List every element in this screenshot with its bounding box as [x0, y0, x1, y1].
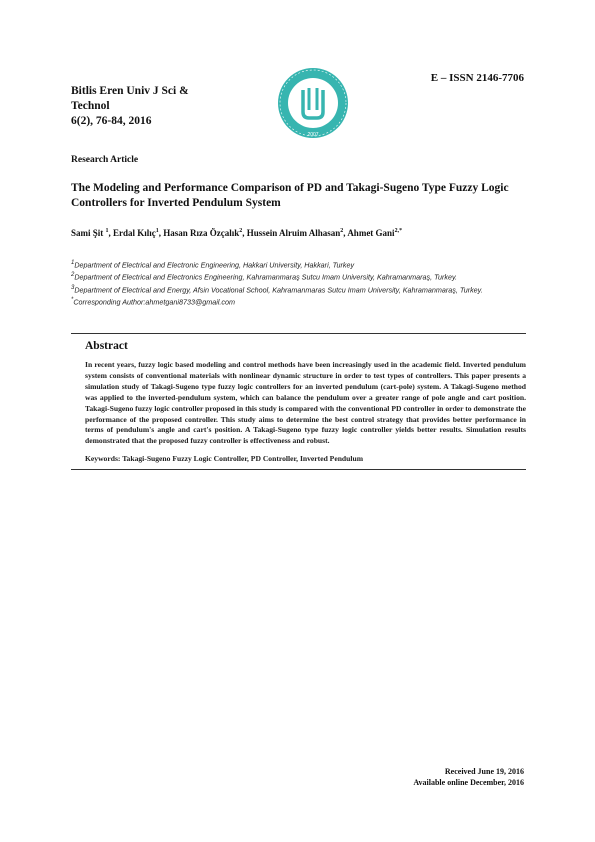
publication-dates [413, 766, 524, 788]
article-type: Research Article [71, 155, 139, 165]
journal-name-line2: Technol [71, 100, 110, 112]
logo-year: 2007 [307, 132, 319, 138]
issn: E – ISSN 2146-7706 [430, 72, 524, 84]
author: Hasan Rıza Özçalık$^2$ [163, 228, 243, 238]
corresponding-author: *Corresponding Author:ahmetgani8733@gmail.com [71, 297, 235, 307]
keywords: Keywords: Takagi-Sugeno Fuzzy Logic Controller, PD Controller, Inverted Pendulum [85, 454, 364, 464]
journal-volume: 6(2), 76-84, 2016 [71, 115, 152, 127]
abstract-text: In recent years, fuzzy logic based modeling and control methods have been increasingly used in the academic field. Inverted pendulum system consists of conventional materials with nonlinear dynamic structure in order to test types of controllers. This paper presents a simulation study of Takagi-Sugeno type fuzzy logic controllers for an inverted pendulum (cart-pole) system. A Takagi-Sugeno method was applied to the inverted-pendulum system, which can balance the pendulum over a greater range of pole angle and cart position. Takagi-Sugeno fuzzy logic controller proposed in this study is compared with the conventional PD controller in order to demonstrate the performance of the proposed controller. This study aims to determine the best control strategy that provides better performance in terms of pendulum's angle and cart's position. A Takagi-Sugeno type fuzzy logic controller yields better results. Simulation results demonstrated that the proposed fuzzy controller is effectiveness and robust. [85, 360, 526, 446]
affiliation-1: $^1$Department of Electrical and Electronic Engineering, Hakkari University, Hakkari, Turkey [71, 260, 355, 270]
university-logo [273, 66, 353, 140]
affiliation-2: $^2$Department of Electrical and Electronics Engineering, Kahramanmaraş Sutcu Imam University, Kahramanmaraş, Turkey. [71, 272, 458, 282]
abstract-section [71, 333, 526, 470]
journal-citation [71, 84, 231, 129]
journal-name-line1: Bitlis Eren Univ J Sci & [71, 85, 189, 97]
affiliation-3: $^3$Department of Electrical and Energy, Afsin Vocational School, Kahramanmaras Sutcu Imam University, Kahramanmaraş, Turkey. [71, 284, 483, 295]
author: Sami Şit $^1$ [71, 228, 109, 238]
received-date: Received June 19, 2016 [444, 767, 524, 776]
author: Erdal Kılıç$^1$ [113, 228, 159, 238]
available-date: Available online December, 2016 [413, 778, 524, 787]
abstract-heading: Abstract [85, 340, 128, 352]
affiliations [71, 258, 523, 308]
author-list: Sami Şit $^1$, Erdal Kılıç$^1$, Hasan Rıza Özçalık$^2$, Hussein Alruim Alhasan$^2$, Ahmet Gani$^{2,*}$ [71, 228, 403, 238]
author: Hussein Alruim Alhasan$^2$ [246, 228, 344, 238]
paper-title: The Modeling and Performance Comparison of PD and Takagi-Sugeno Type Fuzzy Logic Controllers for Inverted Pendulum System [71, 182, 509, 209]
author: Ahmet Gani$^{2,*}$ [347, 228, 403, 238]
